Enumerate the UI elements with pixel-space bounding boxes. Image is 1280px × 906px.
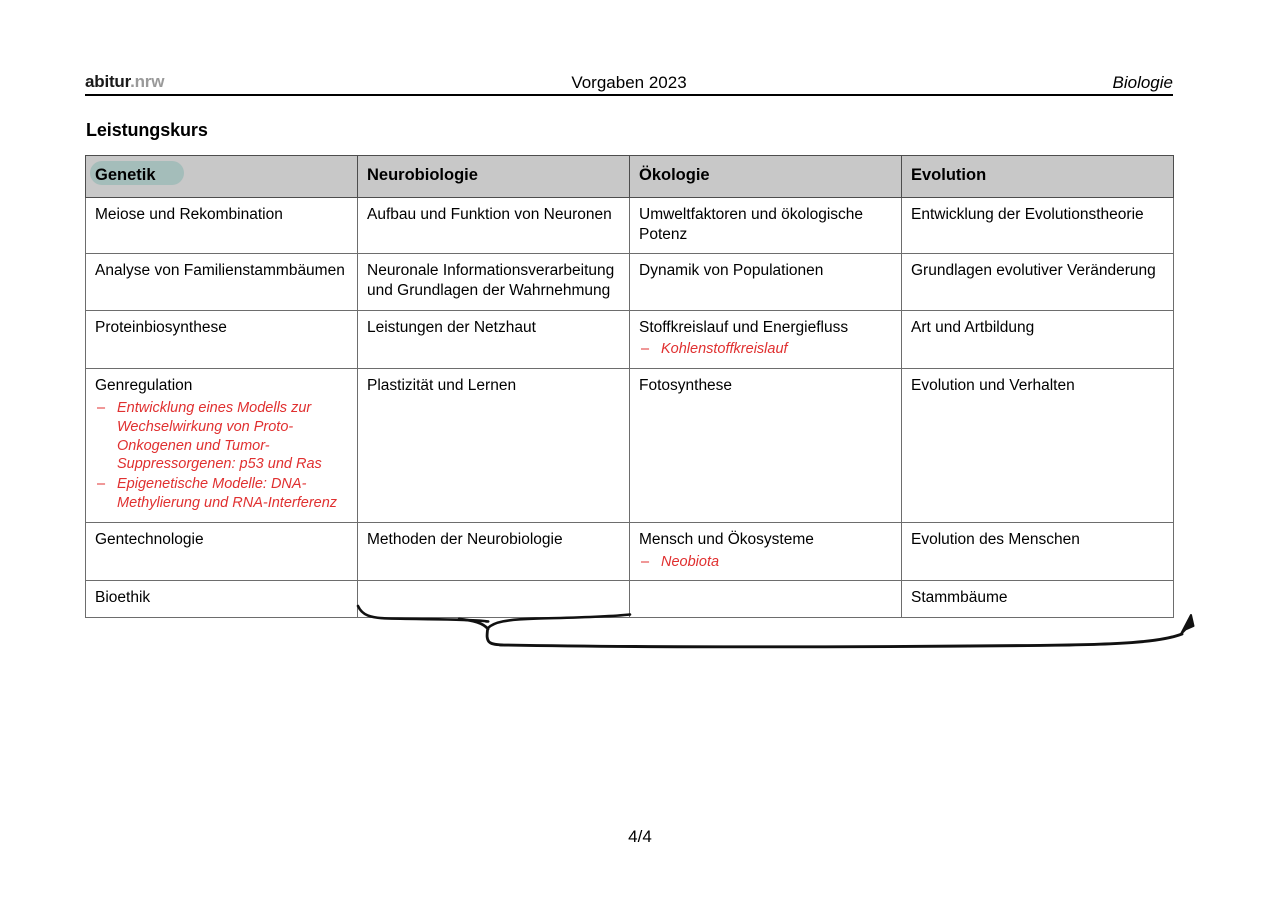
table-row: [86, 581, 1174, 618]
page-title: Leistungskurs: [86, 120, 208, 140]
cell-title: Evolution und Verhalten: [911, 377, 1075, 395]
table-cell: [902, 369, 1174, 523]
cell-title: Stoffkreislauf und Energiefluss: [639, 318, 849, 336]
table-cell: [358, 522, 630, 581]
cell-title: Mensch und Ökosysteme: [639, 530, 814, 548]
table-cell: [358, 581, 630, 618]
cell-title: Umweltfaktoren und ökologische Potenz: [639, 205, 864, 243]
cell-title: Grundlagen evolutiver Veränderung: [911, 262, 1156, 280]
page-header: [85, 66, 1173, 96]
cell-sub-item: – Neobiota: [639, 553, 892, 572]
cell-title: Plastizität und Lernen: [367, 377, 517, 395]
cell-title: Proteinbiosynthese: [95, 318, 227, 336]
table-cell: [630, 310, 902, 369]
table-cell: [630, 197, 902, 253]
table-column-header-evolution: [902, 156, 1174, 198]
table-header-row: [86, 156, 1174, 198]
arrow-head-icon: [1181, 615, 1194, 634]
cell-title: Entwicklung der Evolutionstheorie: [911, 205, 1144, 223]
cell-sub-list: [95, 399, 348, 513]
table-cell: [902, 197, 1174, 253]
table-cell: [86, 369, 358, 523]
table-column-header-label: Evolution: [911, 166, 987, 184]
table-column-header-label: Genetik: [95, 166, 156, 184]
leistungskurs-table: [85, 155, 1174, 618]
table-row: [86, 369, 1174, 523]
table-column-header-label: Ökologie: [639, 166, 710, 184]
cell-sub-list: [639, 553, 892, 572]
table-cell: [902, 310, 1174, 369]
table-cell: [358, 369, 630, 523]
cell-title: Analyse von Familienstammbäumen: [95, 262, 345, 280]
cell-sub-item: – Epigenetische Modelle: DNA-Methylierung und RNA-Interferenz: [95, 475, 348, 513]
table-cell: [86, 581, 358, 618]
table-body: [86, 197, 1174, 617]
table-row: [86, 254, 1174, 310]
cell-title: Meiose und Rekombination: [95, 205, 283, 223]
cell-title: Art und Artbildung: [911, 318, 1035, 336]
cell-title: Gentechnologie: [95, 530, 204, 548]
cell-title: Genregulation: [95, 377, 193, 395]
cell-title: Dynamik von Populationen: [639, 262, 824, 280]
table-cell: [86, 522, 358, 581]
header-subject-label: Biologie: [1112, 73, 1173, 92]
table-cell: [358, 197, 630, 253]
table-row: [86, 197, 1174, 253]
cell-title: Evolution des Menschen: [911, 530, 1080, 548]
table-header: [86, 156, 1174, 198]
cell-title: Fotosynthese: [639, 377, 733, 395]
table-cell: [630, 581, 902, 618]
table-cell: [630, 522, 902, 581]
logo-tld-text: .nrw: [130, 72, 165, 91]
table-column-header-oekologie: [630, 156, 902, 198]
table-cell: [86, 254, 358, 310]
table-cell: [630, 254, 902, 310]
page-number: 4/4: [628, 827, 652, 846]
cell-title: Bioethik: [95, 589, 151, 607]
table-cell: [630, 369, 902, 523]
cell-sub-item: – Kohlenstoffkreislauf: [639, 340, 892, 359]
cell-title: Aufbau und Funktion von Neuronen: [367, 205, 612, 223]
table-cell: [902, 522, 1174, 581]
table-cell: [902, 581, 1174, 618]
table-row: [86, 310, 1174, 369]
cell-sub-list: [639, 340, 892, 359]
table-column-header-neurobiologie: [358, 156, 630, 198]
brace-descender: [487, 630, 502, 645]
brace-center-notch: [459, 619, 488, 629]
logo-main-text: abitur: [85, 72, 131, 91]
cell-title: Methoden der Neurobiologie: [367, 530, 563, 548]
table-cell: [358, 310, 630, 369]
table-column-header-genetik: [86, 156, 358, 198]
cell-title: Stammbäume: [911, 589, 1008, 607]
table-cell: [358, 254, 630, 310]
cell-title: Leistungen der Netzhaut: [367, 318, 536, 336]
annotation-connector-line: [500, 634, 1182, 647]
cell-sub-item: – Entwicklung eines Modells zur Wechselwirkung von Proto-Onkogenen und Tumor-Suppressorgenen: p53 und Ras: [95, 399, 348, 474]
table-cell: [902, 254, 1174, 310]
table-row: [86, 522, 1174, 581]
table-cell: [86, 197, 358, 253]
cell-title: Neuronale Informationsverarbeitung und Grundlagen der Wahrnehmung: [367, 262, 615, 299]
table-column-header-label: Neurobiologie: [367, 166, 478, 184]
header-center-title: Vorgaben 2023: [571, 73, 687, 92]
table-cell: [86, 310, 358, 369]
